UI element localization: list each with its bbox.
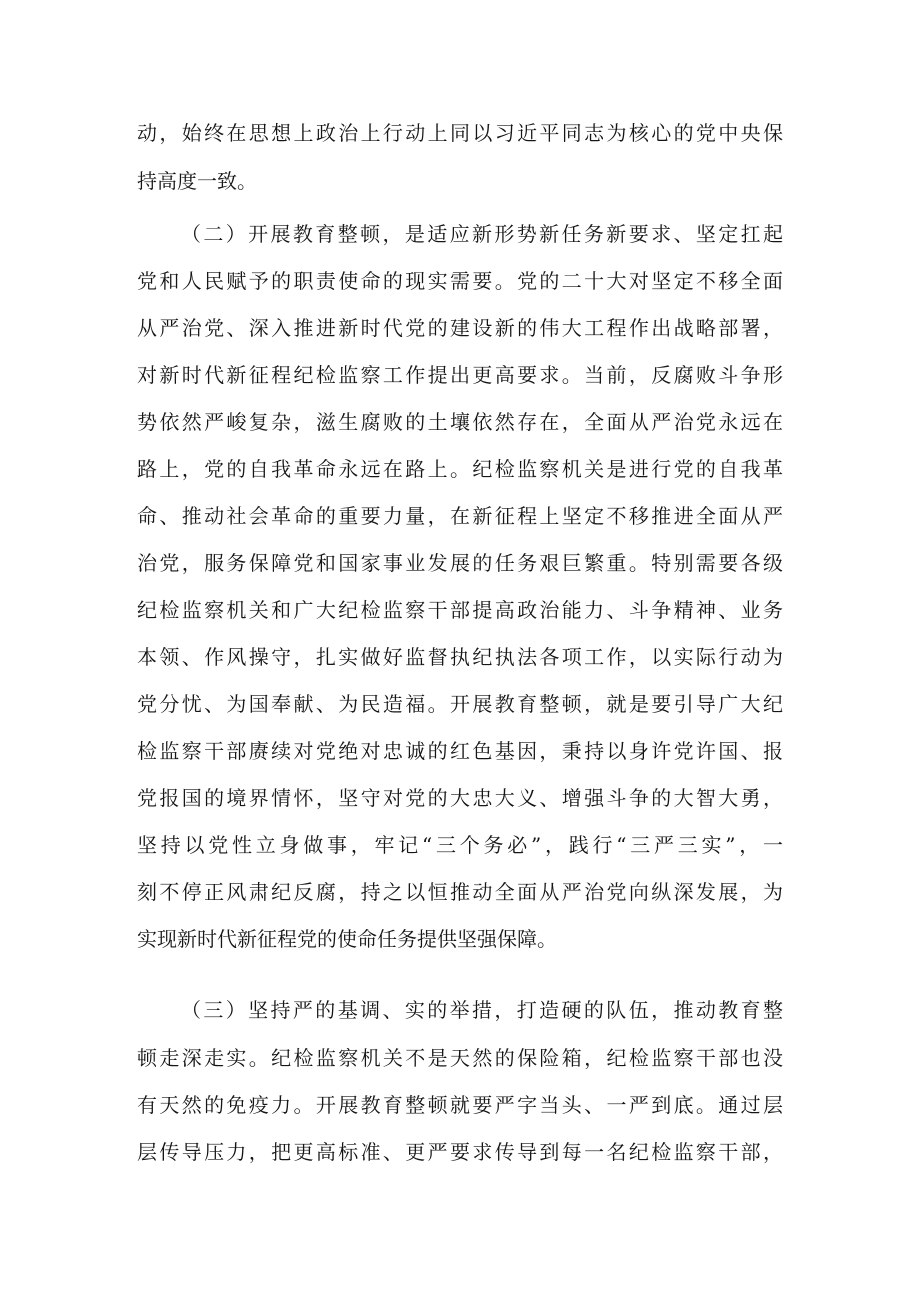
text-line: 本领、作风操守，扎实做好监督执纪执法各项工作，以实际行动为 bbox=[137, 645, 783, 669]
text-line: 党分忧、为国奉献、为民造福。开展教育整顿，就是要引导广大纪 bbox=[137, 692, 783, 716]
text-line: 从严治党、深入推进新时代党的建设新的伟大工程作出战略部署， bbox=[137, 316, 783, 340]
text-line: 党和人民赋予的职责使命的现实需要。党的二十大对坚定不移全面 bbox=[137, 269, 783, 293]
text-line: 刻不停正风肃纪反腐，持之以恒推动全面从严治党向纵深发展，为 bbox=[137, 880, 783, 904]
text-line: 动，始终在思想上政治上行动上同以习近平同志为核心的党中央保 bbox=[137, 121, 783, 145]
text-line: （三）坚持严的基调、实的举措，打造硬的队伍，推动教育整 bbox=[181, 998, 783, 1022]
text-line: 坚持以党性立身做事，牢记“三个务必”，践行“三严三实”，一 bbox=[137, 833, 783, 857]
text-line: 势依然严峻复杂，滋生腐败的土壤依然存在，全面从严治党永远在 bbox=[137, 410, 783, 434]
text-line: 实现新时代新征程党的使命任务提供坚强保障。 bbox=[137, 927, 557, 951]
text-line: （二）开展教育整顿，是适应新形势新任务新要求、坚定扛起 bbox=[181, 222, 783, 246]
text-line: 纪检监察机关和广大纪检监察干部提高政治能力、斗争精神、业务 bbox=[137, 598, 783, 622]
text-line: 治党，服务保障党和国家事业发展的任务艰巨繁重。特别需要各级 bbox=[137, 551, 783, 575]
text-line: 命、推动社会革命的重要力量，在新征程上坚定不移推进全面从严 bbox=[137, 504, 783, 528]
text-line: 党报国的境界情怀，坚守对党的大忠大义、增强斗争的大智大勇， bbox=[137, 786, 783, 810]
text-line: 对新时代新征程纪检监察工作提出更高要求。当前，反腐败斗争形 bbox=[137, 363, 783, 387]
text-line: 有天然的免疫力。开展教育整顿就要严字当头、一严到底。通过层 bbox=[137, 1093, 783, 1117]
text-line: 顿走深走实。纪检监察机关不是天然的保险箱，纪检监察干部也没 bbox=[137, 1046, 783, 1070]
text-line: 路上，党的自我革命永远在路上。纪检监察机关是进行党的自我革 bbox=[137, 457, 783, 481]
text-line: 检监察干部赓续对党绝对忠诚的红色基因，秉持以身许党许国、报 bbox=[137, 739, 783, 763]
text-line: 层传导压力，把更高标准、更严要求传导到每一名纪检监察干部， bbox=[137, 1140, 783, 1164]
text-line: 持高度一致。 bbox=[137, 169, 257, 193]
